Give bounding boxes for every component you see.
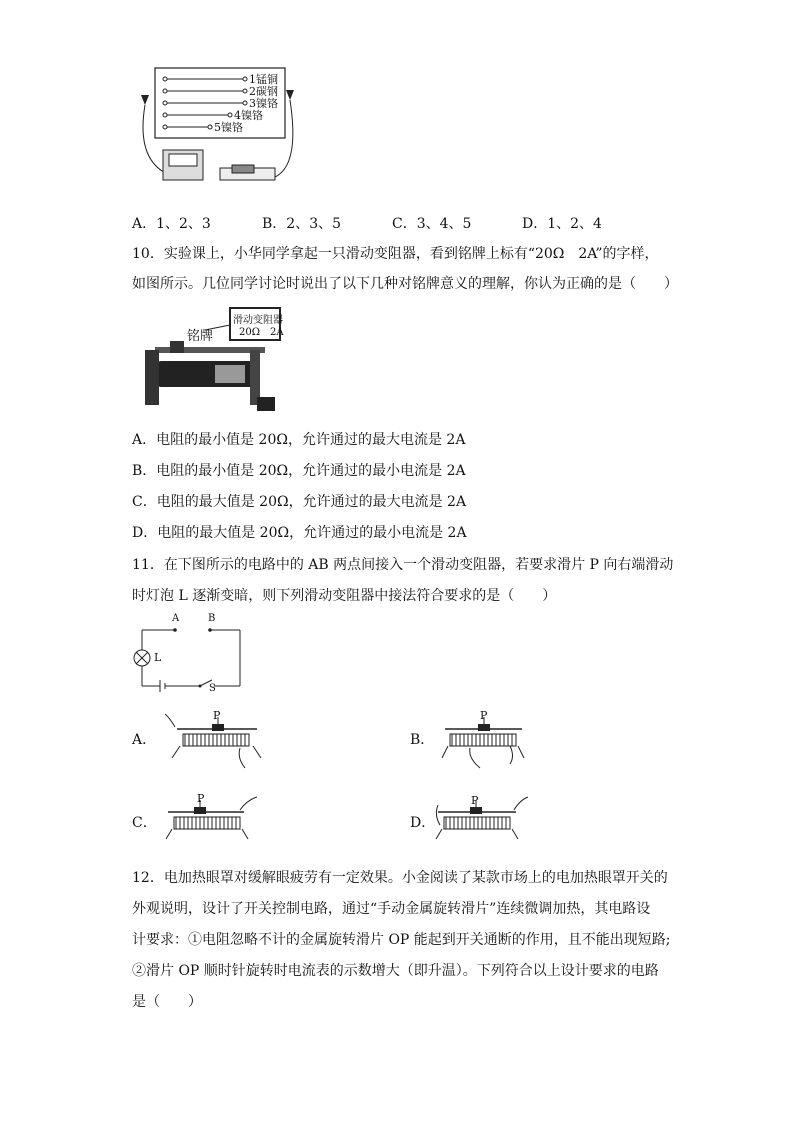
q10-text-line1: 10．实验课上，小华同学拿起一只滑动变阻器，看到铭牌上标有“20Ω 2A”的字样， bbox=[132, 246, 659, 262]
slider-p-label-d: P bbox=[471, 794, 479, 807]
circuit-lamp-label: L bbox=[154, 651, 162, 664]
q10-option-a[interactable]: A．电阻的最小值是 20Ω，允许通过的最大电流是 2A bbox=[132, 432, 466, 448]
slider-p-label-a: P bbox=[213, 709, 221, 722]
q12-text-line4: ②滑片 OP 顺时针旋转时电流表的示数增大（即升温）。下列符合以上设计要求的电路 bbox=[132, 963, 659, 979]
rheostat-option-d[interactable] bbox=[432, 795, 532, 850]
nameplate-line2: 20Ω 2A bbox=[239, 327, 284, 338]
wire-label-3: 3镍铬 bbox=[249, 97, 278, 110]
q11-text-line1: 11．在下图所示的电路中的 AB 两点间接入一个滑动变阻器，若要求滑片 P 向右端滑动 bbox=[132, 557, 674, 573]
q11-option-d-label[interactable]: D． bbox=[410, 815, 436, 831]
q10-option-d[interactable]: D．电阻的最大值是 20Ω，允许通过的最小电流是 2A bbox=[132, 525, 467, 541]
slider-p-label-c: P bbox=[197, 792, 205, 805]
q10-option-b[interactable]: B．电阻的最小值是 20Ω，允许通过的最小电流是 2A bbox=[132, 463, 466, 479]
q9-options bbox=[132, 213, 652, 233]
q9-option-b[interactable]: B．2、3、5 bbox=[262, 216, 342, 232]
slider-p-label-b: P bbox=[480, 709, 488, 722]
q9-option-a[interactable]: A．1、2、3 bbox=[132, 216, 211, 232]
q10-option-c[interactable]: C．电阻的最大值是 20Ω，允许通过的最大电流是 2A bbox=[132, 494, 467, 510]
circuit-point-a: A bbox=[172, 613, 180, 624]
q11-option-c-label[interactable]: C． bbox=[132, 815, 157, 831]
q12-text-line1: 12．电加热眼罩对缓解眼疲劳有一定效果。小金阅读了某款市场上的电加热眼罩开关的 bbox=[132, 870, 668, 886]
circuit-diagram bbox=[130, 612, 250, 697]
q11-option-a-label[interactable]: A． bbox=[132, 732, 157, 748]
q11-text-line2: 时灯泡 L 逐渐变暗，则下列滑动变阻器中接法符合要求的是（ ） bbox=[132, 588, 557, 604]
q10-text-line2: 如图所示。几位同学讨论时说出了以下几种对铭牌意义的理解，你认为正确的是（ ） bbox=[132, 276, 678, 292]
wire-label-4: 4镍铬 bbox=[234, 109, 263, 122]
circuit-point-b: B bbox=[208, 613, 216, 624]
q9-option-c[interactable]: C．3、4、5 bbox=[392, 216, 472, 232]
q12-text-line3: 计要求：①电阻忽略不计的金属旋转滑片 OP 能起到开关通断的作用，且不能出现短路; bbox=[132, 932, 671, 948]
q12-text-line5: 是（ ） bbox=[132, 994, 202, 1010]
nameplate-line1: 滑动变阻器 bbox=[233, 315, 283, 326]
wire-label-2: 2碳钢 bbox=[249, 85, 278, 98]
wire-label-1: 1锰铜 bbox=[249, 73, 278, 86]
rheostat-option-c[interactable] bbox=[162, 795, 262, 850]
wire-label-5: 5镍铬 bbox=[214, 121, 243, 134]
nameplate-label: 铭牌 bbox=[187, 329, 214, 344]
q12-text-line2: 外观说明，设计了开关控制电路，通过“手动金属旋转滑片”连续微调加热，其电路设 bbox=[132, 901, 651, 917]
q11-option-b-label[interactable]: B． bbox=[410, 732, 435, 748]
circuit-switch-label: S bbox=[209, 683, 216, 694]
q9-option-d[interactable]: D．1、2、4 bbox=[522, 216, 602, 232]
